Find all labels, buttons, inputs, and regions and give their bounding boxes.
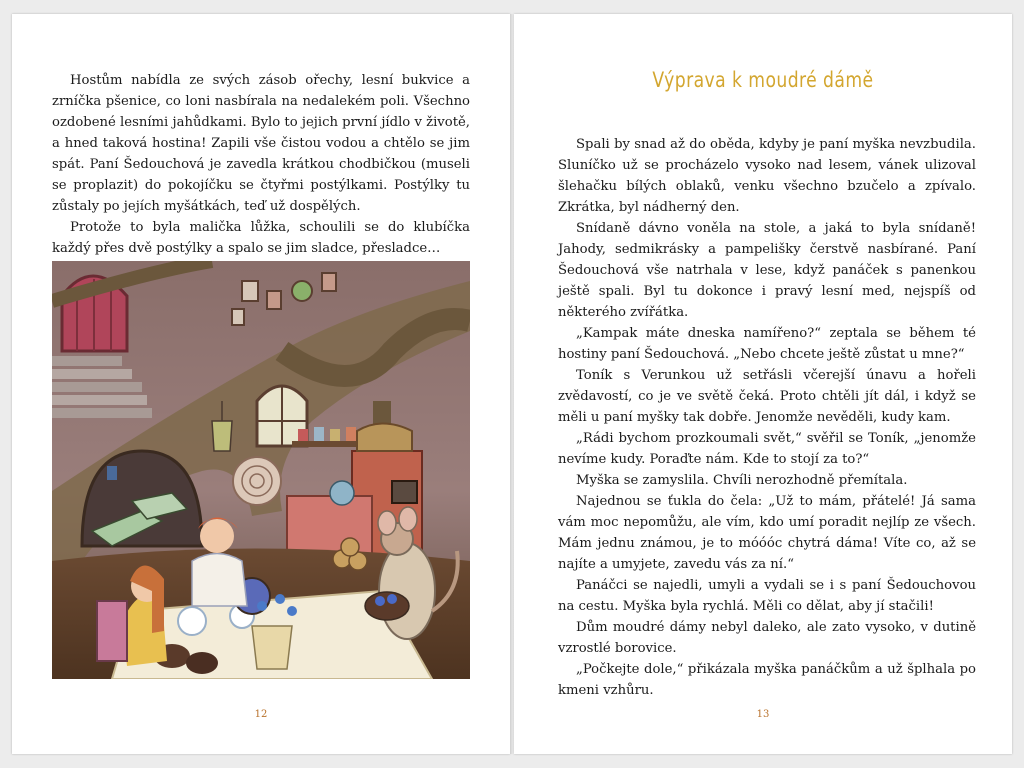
- paragraph: Dům moudré dámy nebyl daleko, ale zato vysoko, v dutině vzrostlé borovice.: [558, 620, 976, 656]
- paragraph: „Počkejte dole,“ přikázala myška panáčkům a už šplhala po kmeni vzhůru.: [558, 662, 976, 698]
- paragraph: „Rádi bychom prozkoumali svět,“ svěřil se Toník, „jenomže nevíme kudy. Poraďte nám. Kde to stojí za to?“: [558, 431, 976, 467]
- left-page-text: [52, 70, 470, 259]
- right-page-text: [558, 134, 976, 701]
- chapter-title: Výprava k moudré dámě: [652, 68, 874, 92]
- paragraph: Panáčci se najedli, umyli a vydali se i s paní Šedouchovou na cestu. Myška byla rychlá. Měli co dělat, aby jí stačili!: [558, 578, 976, 614]
- paragraph: Snídaně dávno voněla na stole, a jaká to byla snídaně! Jahody, sedmikrásky a pampelišky čerstvě nasbírané. Paní Šedouchová vše natrhala v lese, když panáček s panenkou ještě spali. Byl tu dokonce i pravý lesní med, nejspíš od některého zvířátka.: [558, 221, 976, 320]
- paragraph: Myška se zamyslila. Chvíli nerozhodně přemítala.: [576, 473, 908, 488]
- right-page: [514, 14, 1012, 754]
- paragraph: Najednou se ťukla do čela: „Už to mám, přátelé! Já sama vám moc nepomůžu, ale vím, kdo umí poradit nejlíp ze všech. Mám jednu známou, je to móóóc chytrá dáma! Víte co, až se najíte a umyjete, zavedu vás za ní.“: [558, 494, 976, 572]
- paragraph: „Kampak máte dneska namířeno?“ zeptala se během té hostiny paní Šedouchová. „Nebo chcete ještě zůstat u mne?“: [558, 326, 976, 362]
- paragraph: Protože to byla malička lůžka, schoulili se do klubíčka každý přes dvě postýlky a spalo se jim sladce, přesladce…: [52, 220, 470, 256]
- left-page: [12, 14, 510, 754]
- illustration-mouse-burrow: [52, 261, 470, 679]
- page-number: 12: [254, 709, 268, 720]
- paragraph: Spali by snad až do oběda, kdyby je paní myška nevzbudila. Sluníčko už se procházelo vysoko nad lesem, vánek ulizoval šlehačku bílých oblaků, venku všechno bzučelo a zpívalo. Zkrátka, byl nádherný den.: [558, 137, 976, 215]
- paragraph: Hostům nabídla ze svých zásob ořechy, lesní bukvice a zrníčka pšenice, co loni nasbírala na nedalekém poli. Všechno ozdobené lesními jahůdkami. Bylo to jejich první jídlo v životě, a hned taková hostina! Zapili vše čistou vodou a chtělo se jim spát. Paní Šedouchová je zavedla krátkou chodbičkou (museli se proplazit) do pokojíčku se čtyřmi postýlkami. Postýlky tu zůstaly po jejích myšátkách, teď už dospělých.: [52, 73, 470, 214]
- page-number: 13: [756, 709, 770, 720]
- paragraph: Toník s Verunkou už setřásli včerejší únavu a hořeli zvědavostí, co je ve světě čeká. Proto chtěli jít dál, i když se měli u paní myšky tak dobře. Jenomže nevěděli, kudy kam.: [558, 368, 976, 425]
